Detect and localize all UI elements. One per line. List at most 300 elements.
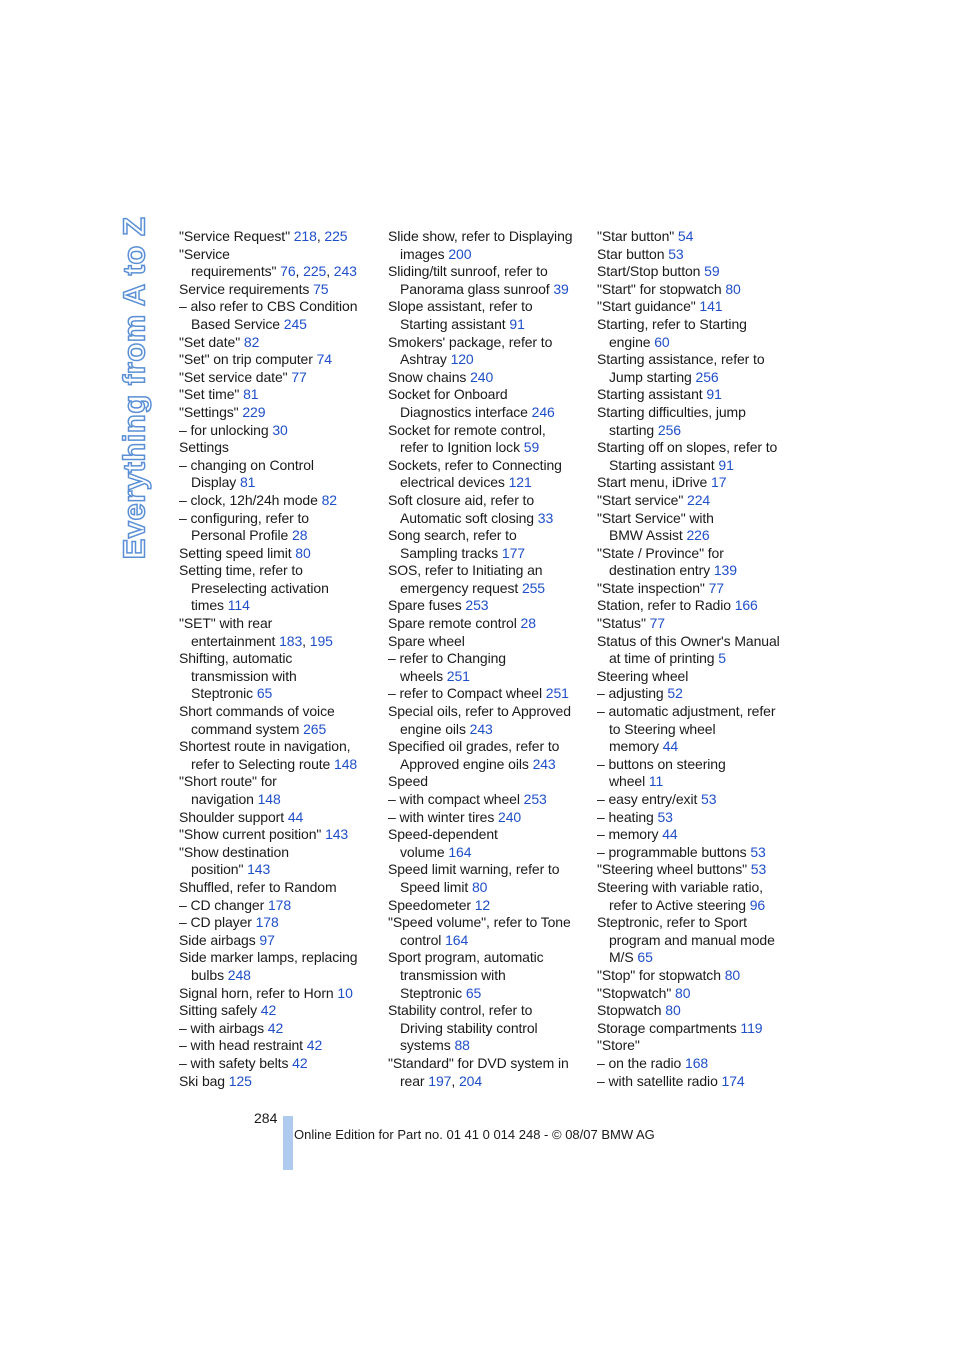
index-entry xyxy=(388,369,584,387)
page-reference-link[interactable]: 5 xyxy=(718,650,726,667)
entry-text: Shortest route in navigation, xyxy=(179,738,351,755)
page-reference-link[interactable]: 82 xyxy=(243,333,260,350)
page-reference-link[interactable]: 255 xyxy=(521,579,545,596)
index-entry xyxy=(388,897,584,915)
index-entry xyxy=(388,668,584,686)
entry-text: – for unlocking xyxy=(179,421,273,438)
entry-text: Spare wheel xyxy=(388,632,465,649)
page-reference-link[interactable]: 81 xyxy=(243,386,259,403)
page-reference-link[interactable]: 195 xyxy=(309,632,333,649)
page-reference-link[interactable]: 240 xyxy=(470,368,494,385)
entry-text: Shoulder support xyxy=(179,808,288,825)
page-reference-link[interactable]: 243 xyxy=(333,263,357,280)
entry-text: at time of printing xyxy=(609,650,719,667)
page-reference-link[interactable]: 251 xyxy=(446,667,470,684)
entry-text: position" xyxy=(191,861,248,878)
page-reference-link[interactable]: 91 xyxy=(706,386,722,403)
page-reference-link[interactable]: 251 xyxy=(545,685,569,702)
entry-text: images xyxy=(400,245,449,262)
index-entry xyxy=(179,861,375,879)
page-reference-link[interactable]: 218 xyxy=(293,228,317,244)
index-entry xyxy=(388,351,584,369)
entry-text: electrical devices xyxy=(400,474,509,491)
entry-text: – CD player xyxy=(179,914,256,931)
index-entry xyxy=(388,985,584,1003)
entry-text: engine xyxy=(609,333,655,350)
page-reference-link[interactable]: 42 xyxy=(306,1037,323,1054)
page-reference-link[interactable]: 80 xyxy=(725,280,741,297)
entry-text: "Speed volume", refer to Tone xyxy=(388,914,571,931)
page-reference-link[interactable]: 114 xyxy=(227,597,250,614)
index-entry xyxy=(597,422,793,440)
index-entry xyxy=(388,738,584,756)
entry-text: "Show destination xyxy=(179,843,289,860)
entry-text: – with head restraint xyxy=(179,1037,307,1054)
entry-text: Starting assistant xyxy=(609,456,719,473)
footer-text: Online Edition for Part no. 01 41 0 014 248 - © 08/07 BMW AG xyxy=(294,1127,655,1142)
entry-text: refer to Active steering xyxy=(609,896,750,913)
page-reference-link[interactable]: 91 xyxy=(718,456,734,473)
page-reference-link[interactable]: 76 xyxy=(280,263,296,280)
page-reference-link[interactable]: 256 xyxy=(695,368,719,385)
index-entry xyxy=(179,298,375,316)
page-reference-link[interactable]: 80 xyxy=(675,984,691,1001)
page-reference-link[interactable]: 42 xyxy=(260,1002,277,1019)
entry-text: – buttons on steering xyxy=(597,755,726,772)
index-entry xyxy=(388,580,584,598)
entry-text: Automatic soft closing xyxy=(400,509,538,526)
entry-text: control xyxy=(400,931,446,948)
page-reference-link[interactable]: 139 xyxy=(713,562,737,579)
page-reference-link[interactable]: 59 xyxy=(523,439,540,456)
entry-text: Steering with variable ratio, xyxy=(597,878,763,895)
page-reference-link[interactable]: 65 xyxy=(465,984,482,1001)
index-column-2 xyxy=(388,228,584,1090)
entry-text: – changing on Control xyxy=(179,456,314,473)
index-entry xyxy=(179,580,375,598)
entry-text: Personal Profile xyxy=(191,527,293,544)
entry-text: "SET" with rear xyxy=(179,615,273,632)
entry-text: Specified oil grades, refer to xyxy=(388,738,560,755)
page-reference-link[interactable]: 53 xyxy=(701,791,717,807)
page-reference-link[interactable]: 225 xyxy=(303,263,327,280)
page-reference-link[interactable]: 226 xyxy=(686,527,710,544)
page-reference-link[interactable]: 243 xyxy=(532,755,556,772)
page-reference-link[interactable]: 53 xyxy=(657,808,673,825)
entry-text: rear xyxy=(400,1072,429,1089)
entry-text: Based Service xyxy=(191,315,284,332)
index-entry xyxy=(597,580,793,598)
entry-text: Speed limit warning, refer to xyxy=(388,861,560,878)
entry-text: entertainment xyxy=(191,632,280,649)
page-reference-link[interactable]: 33 xyxy=(537,509,554,526)
index-entry xyxy=(597,228,793,246)
footer-accent-bar xyxy=(283,1116,293,1170)
page-reference-link[interactable]: 53 xyxy=(750,861,767,878)
page-reference-link[interactable]: 243 xyxy=(469,720,493,737)
page-reference-link[interactable]: 80 xyxy=(724,966,741,983)
index-column-3 xyxy=(597,228,793,1090)
index-entry xyxy=(388,562,584,580)
entry-text: memory xyxy=(609,738,663,755)
side-title-text: Everything from A to Z xyxy=(116,216,152,560)
index-entry xyxy=(597,844,793,862)
index-entry xyxy=(597,949,793,967)
index-entry xyxy=(597,562,793,580)
page-reference-link[interactable]: 225 xyxy=(324,228,348,244)
page-reference-link[interactable]: 224 xyxy=(687,491,711,508)
index-entry xyxy=(388,404,584,422)
entry-text: "Start" for stopwatch xyxy=(597,280,726,297)
entry-text: destination entry xyxy=(609,562,714,579)
entry-text: Setting speed limit xyxy=(179,544,296,561)
entry-text: "Standard" for DVD system in xyxy=(388,1054,569,1071)
page-reference-link[interactable]: 80 xyxy=(665,1002,681,1019)
page-reference-link[interactable]: 148 xyxy=(257,791,281,807)
entry-text: "Show current position" xyxy=(179,826,326,843)
entry-text: Slope assistant, refer to xyxy=(388,298,533,315)
index-entry xyxy=(597,861,793,879)
page-reference-link[interactable]: 141 xyxy=(699,298,723,315)
entry-text: Steptronic, refer to Sport xyxy=(597,914,747,931)
entry-text: Starting assistance, refer to xyxy=(597,351,765,368)
index-entry xyxy=(179,386,375,404)
entry-text: Jump starting xyxy=(609,368,696,385)
index-entry xyxy=(179,439,375,457)
page-reference-link[interactable]: 125 xyxy=(228,1072,252,1089)
entry-text: BMW Assist xyxy=(609,527,687,544)
entry-text: Short commands of voice xyxy=(179,703,335,720)
index-entry xyxy=(179,457,375,475)
page-reference-link[interactable]: 200 xyxy=(448,245,472,262)
index-entry xyxy=(388,949,584,967)
page-reference-link[interactable]: 54 xyxy=(677,228,694,244)
index-entry xyxy=(179,721,375,739)
index-entry xyxy=(179,1020,375,1038)
index-entry xyxy=(388,422,584,440)
entry-text: – with airbags xyxy=(179,1019,268,1036)
index-entry xyxy=(388,263,584,281)
page-reference-link[interactable]: 17 xyxy=(711,474,727,491)
index-entry xyxy=(388,633,584,651)
page-reference-link[interactable]: 42 xyxy=(292,1054,308,1071)
index-entry xyxy=(388,334,584,352)
page-reference-link[interactable]: 44 xyxy=(662,826,678,843)
index-entry xyxy=(179,985,375,1003)
entry-text: requirements" xyxy=(191,263,281,280)
index-entry xyxy=(388,861,584,879)
index-entry xyxy=(388,510,584,528)
index-entry xyxy=(597,334,793,352)
index-entry xyxy=(179,879,375,897)
index-entry xyxy=(179,545,375,563)
index-entry xyxy=(388,281,584,299)
entry-text: Slide show, refer to Displaying xyxy=(388,228,573,244)
entry-text: "Set service date" xyxy=(179,368,292,385)
entry-text: Special oils, refer to Approved xyxy=(388,703,571,720)
entry-text: refer to Selecting route xyxy=(191,755,335,772)
entry-text: "Stopwatch" xyxy=(597,984,676,1001)
entry-text: – programmable buttons xyxy=(597,843,751,860)
index-entry xyxy=(388,246,584,264)
index-entry xyxy=(597,1002,793,1020)
entry-text: volume xyxy=(400,843,449,860)
index-entry xyxy=(597,685,793,703)
index-entry xyxy=(179,914,375,932)
entry-text: Settings xyxy=(179,439,229,456)
page-reference-link[interactable]: 74 xyxy=(316,351,332,368)
page-reference-link[interactable]: 97 xyxy=(259,931,275,948)
page-reference-link[interactable]: 28 xyxy=(292,527,308,544)
page-reference-link[interactable]: 178 xyxy=(255,914,279,931)
entry-text: "Start Service" with xyxy=(597,509,714,526)
entry-text: Start/Stop button xyxy=(597,263,705,280)
page-reference-link[interactable]: 59 xyxy=(704,263,720,280)
index-entry xyxy=(597,386,793,404)
entry-text: Smokers' package, refer to xyxy=(388,333,553,350)
index-entry xyxy=(597,510,793,528)
index-entry xyxy=(179,597,375,615)
page-reference-link[interactable]: 44 xyxy=(662,738,679,755)
page-reference-link[interactable]: 77 xyxy=(649,615,665,632)
page-reference-link[interactable]: 240 xyxy=(498,808,522,825)
index-entry xyxy=(597,369,793,387)
entry-text: transmission with xyxy=(191,667,297,684)
entry-text: M/S xyxy=(609,949,638,966)
entry-text: – adjusting xyxy=(597,685,668,702)
entry-text: Ashtray xyxy=(400,351,451,368)
page-reference-link[interactable]: 256 xyxy=(657,421,681,438)
entry-text: to Steering wheel xyxy=(609,720,716,737)
index-entry xyxy=(179,228,375,246)
index-entry xyxy=(388,703,584,721)
page-reference-link[interactable]: 120 xyxy=(450,351,474,368)
entry-text: Sampling tracks xyxy=(400,544,502,561)
entry-text: – refer to Compact wheel xyxy=(388,685,546,702)
page-reference-link[interactable]: 143 xyxy=(247,861,271,878)
entry-text: bulbs xyxy=(191,966,228,983)
page-reference-link[interactable]: 75 xyxy=(313,280,329,297)
page-reference-link[interactable]: 39 xyxy=(553,280,569,297)
entry-text: Starting assistant xyxy=(597,386,707,403)
index-entry xyxy=(388,457,584,475)
page-reference-link[interactable]: 197 xyxy=(428,1072,452,1089)
entry-text: , xyxy=(316,228,325,244)
index-entry xyxy=(388,439,584,457)
index-entry xyxy=(388,386,584,404)
index-entry xyxy=(388,1020,584,1038)
page-reference-link[interactable]: 60 xyxy=(654,333,670,350)
entry-text: , xyxy=(326,263,334,280)
page-reference-link[interactable]: 96 xyxy=(749,896,766,913)
index-entry xyxy=(388,474,584,492)
page-reference-link[interactable]: 246 xyxy=(531,403,555,420)
index-entry xyxy=(388,809,584,827)
index-entry xyxy=(388,721,584,739)
index-entry xyxy=(179,650,375,668)
index-entry xyxy=(179,703,375,721)
page-reference-link[interactable]: 42 xyxy=(267,1019,284,1036)
index-entry xyxy=(179,474,375,492)
index-entry xyxy=(179,263,375,281)
page-reference-link[interactable]: 229 xyxy=(242,403,266,420)
entry-text: emergency request xyxy=(400,579,522,596)
index-entry xyxy=(179,562,375,580)
entry-text: – with safety belts xyxy=(179,1054,293,1071)
page-reference-link[interactable]: 248 xyxy=(227,966,251,983)
page-reference-link[interactable]: 81 xyxy=(240,474,256,491)
index-entry xyxy=(388,756,584,774)
page-reference-link[interactable]: 10 xyxy=(337,984,353,1001)
index-entry xyxy=(179,404,375,422)
index-entry xyxy=(179,369,375,387)
index-column-1 xyxy=(179,228,375,1090)
index-entry xyxy=(179,773,375,791)
index-entry xyxy=(597,474,793,492)
index-entry xyxy=(388,1037,584,1055)
page-reference-link[interactable]: 53 xyxy=(750,843,766,860)
index-entry xyxy=(597,650,793,668)
page-reference-link[interactable]: 12 xyxy=(474,896,491,913)
page-reference-link[interactable]: 121 xyxy=(508,474,532,491)
index-entry xyxy=(597,597,793,615)
index-entry xyxy=(597,914,793,932)
page-reference-link[interactable]: 52 xyxy=(667,685,683,702)
entry-text: Setting time, refer to xyxy=(179,562,303,579)
index-entry xyxy=(597,351,793,369)
entry-text: "Start service" xyxy=(597,491,688,508)
entry-text: Ski bag xyxy=(179,1072,229,1089)
entry-text: Stopwatch xyxy=(597,1002,666,1019)
index-entry xyxy=(179,932,375,950)
index-entry xyxy=(597,985,793,1003)
entry-text: transmission with xyxy=(400,966,506,983)
page-reference-link[interactable]: 164 xyxy=(448,843,472,860)
entry-text: – automatic adjustment, refer xyxy=(597,703,776,720)
page-reference-link[interactable]: 44 xyxy=(287,808,304,825)
entry-text: "Service xyxy=(179,245,230,262)
entry-text: navigation xyxy=(191,791,258,807)
entry-text: "Star button" xyxy=(597,228,678,244)
page-reference-link[interactable]: 168 xyxy=(685,1054,709,1071)
page-reference-link[interactable]: 30 xyxy=(272,421,288,438)
page-reference-link[interactable]: 88 xyxy=(454,1037,470,1054)
index-entry xyxy=(179,844,375,862)
page-reference-link[interactable]: 253 xyxy=(523,791,547,807)
page-reference-link[interactable]: 80 xyxy=(295,544,311,561)
entry-text: Speed-dependent xyxy=(388,826,498,843)
page-reference-link[interactable]: 65 xyxy=(637,949,653,966)
index-entry xyxy=(597,721,793,739)
index-entry xyxy=(597,246,793,264)
entry-text: , xyxy=(302,632,310,649)
page-reference-link[interactable]: 28 xyxy=(520,615,536,632)
entry-text: Side marker lamps, replacing xyxy=(179,949,358,966)
entry-text: Socket for remote control, xyxy=(388,421,546,438)
page-reference-link[interactable]: 143 xyxy=(325,826,349,843)
page-reference-link[interactable]: 166 xyxy=(734,597,758,614)
entry-text: Stability control, refer to xyxy=(388,1002,533,1019)
entry-text: – heating xyxy=(597,808,658,825)
page-reference-link[interactable]: 77 xyxy=(291,368,307,385)
entry-text: Speedometer xyxy=(388,896,475,913)
entry-text: "Settings" xyxy=(179,403,243,420)
index-entry xyxy=(179,492,375,510)
entry-text: Starting assistant xyxy=(400,315,510,332)
page-reference-link[interactable]: 253 xyxy=(465,597,489,614)
entry-text: "Status" xyxy=(597,615,650,632)
page-reference-link[interactable]: 177 xyxy=(501,544,525,561)
entry-text: Soft closure aid, refer to xyxy=(388,491,535,508)
page-reference-link[interactable]: 204 xyxy=(458,1072,483,1089)
index-entry xyxy=(597,809,793,827)
index-entry xyxy=(179,756,375,774)
entry-text: "Start guidance" xyxy=(597,298,700,315)
entry-text: Steptronic xyxy=(400,984,466,1001)
entry-text: – also refer to CBS Condition xyxy=(179,298,358,315)
page-reference-link[interactable]: 174 xyxy=(721,1072,745,1089)
entry-text: Song search, refer to xyxy=(388,527,517,544)
index-entry xyxy=(597,457,793,475)
page-reference-link[interactable]: 178 xyxy=(267,896,292,913)
entry-text: – with winter tires xyxy=(388,808,499,825)
page-reference-link[interactable]: 77 xyxy=(708,579,724,596)
entry-text: Star button xyxy=(597,245,669,262)
page-reference-link[interactable]: 164 xyxy=(445,931,469,948)
index-entry xyxy=(388,826,584,844)
index-entry xyxy=(597,791,793,809)
page-reference-link[interactable]: 245 xyxy=(283,315,307,332)
index-entry xyxy=(597,932,793,950)
index-entry xyxy=(388,879,584,897)
entry-text: – on the radio xyxy=(597,1054,686,1071)
entry-text: Panorama glass sunroof xyxy=(400,280,554,297)
index-entry xyxy=(179,281,375,299)
page-reference-link[interactable]: 82 xyxy=(321,491,337,508)
entry-text: Sockets, refer to Connecting xyxy=(388,456,562,473)
index-entry xyxy=(179,949,375,967)
entry-text: Speed xyxy=(388,773,428,790)
entry-text: refer to Ignition lock xyxy=(400,439,524,456)
page-reference-link[interactable]: 80 xyxy=(471,878,488,895)
index-entry xyxy=(597,738,793,756)
page-reference-link[interactable]: 11 xyxy=(648,773,664,790)
entry-text: "Service Request" xyxy=(179,228,294,244)
index-entry xyxy=(597,897,793,915)
page-reference-link[interactable]: 53 xyxy=(668,245,684,262)
page-reference-link[interactable]: 183 xyxy=(279,632,303,649)
index-entry xyxy=(179,809,375,827)
entry-text: Spare remote control xyxy=(388,615,521,632)
index-entry xyxy=(179,1002,375,1020)
page-reference-link[interactable]: 148 xyxy=(334,755,358,772)
entry-text: engine oils xyxy=(400,720,470,737)
entry-text: "Steering wheel buttons" xyxy=(597,861,751,878)
page-reference-link[interactable]: 265 xyxy=(303,720,327,737)
page-reference-link[interactable]: 65 xyxy=(256,685,273,702)
page-reference-link[interactable]: 91 xyxy=(509,315,525,332)
entry-text: Storage compartments xyxy=(597,1019,741,1036)
index-entry xyxy=(388,650,584,668)
entry-text: Driving stability control xyxy=(400,1019,538,1036)
index-entry xyxy=(388,791,584,809)
index-entry xyxy=(388,545,584,563)
entry-text: wheel xyxy=(609,773,649,790)
entry-text: Steptronic xyxy=(191,685,257,702)
page-reference-link[interactable]: 119 xyxy=(740,1019,763,1036)
entry-text: program and manual mode xyxy=(609,931,775,948)
index-entry xyxy=(597,826,793,844)
